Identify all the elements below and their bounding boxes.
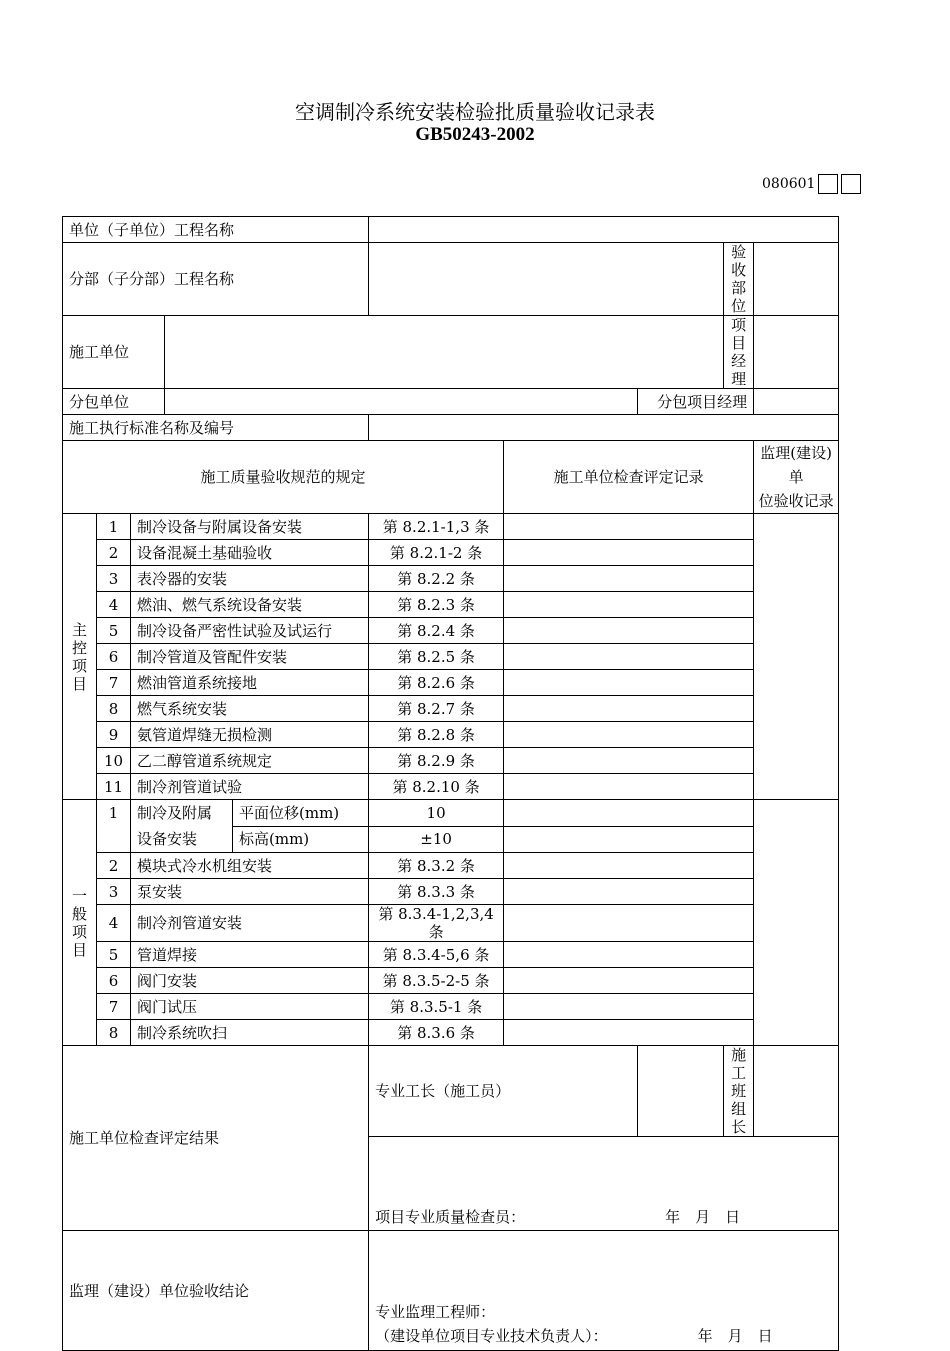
item-no: 7 xyxy=(97,670,131,696)
item-name: 制冷系统吹扫 xyxy=(131,1020,369,1046)
sub-item-value: ±10 xyxy=(369,826,504,853)
item-record-field[interactable] xyxy=(504,853,754,879)
item-clause: 第 8.3.3 条 xyxy=(369,879,504,905)
team-leader-field[interactable] xyxy=(754,1046,839,1137)
item-clause: 第 8.2.3 条 xyxy=(369,592,504,618)
item-name: 燃油、燃气系统设备安装 xyxy=(131,592,369,618)
item-clause: 第 8.2.4 条 xyxy=(369,618,504,644)
general-char-1: 一 xyxy=(71,886,87,905)
form-code-text: 080601 xyxy=(762,176,816,192)
supervision-record-header xyxy=(754,441,839,514)
item-no: 7 xyxy=(97,994,131,1020)
result-date: 年 月 日 xyxy=(665,1208,741,1226)
foreman-label: 专业工长（施工员） xyxy=(369,1046,638,1137)
item-record-field[interactable] xyxy=(504,994,754,1020)
item-no: 9 xyxy=(97,722,131,748)
item-no: 8 xyxy=(97,1020,131,1046)
item-record-field[interactable] xyxy=(504,879,754,905)
item-clause: 第 8.3.6 条 xyxy=(369,1020,504,1046)
item-no: 5 xyxy=(97,942,131,968)
supervision-header-line-2: 位验收记录 xyxy=(758,492,834,510)
item-clause: 第 8.2.7 条 xyxy=(369,696,504,722)
item-no: 3 xyxy=(97,566,131,592)
general-label xyxy=(63,800,97,1046)
construction-record-header: 施工单位检查评定记录 xyxy=(504,441,754,514)
item-record-field[interactable] xyxy=(504,722,754,748)
conclusion-date: 年 月 日 xyxy=(697,1327,773,1345)
general-char-2: 般 xyxy=(71,904,87,923)
item-clause: 第 8.3.4-5,6 条 xyxy=(369,942,504,968)
inspection-form xyxy=(62,216,839,1351)
equipment-name-line-1: 制冷及附属 xyxy=(137,804,213,822)
unit-project-field[interactable] xyxy=(369,217,839,243)
project-manager-label: 项目经理 xyxy=(724,316,754,389)
subcontract-manager-field[interactable] xyxy=(754,389,839,415)
item-name: 模块式冷水机组安装 xyxy=(131,853,369,879)
item-clause: 第 8.2.1-1,3 条 xyxy=(369,514,504,540)
item-name: 表冷器的安装 xyxy=(131,566,369,592)
project-manager-field[interactable] xyxy=(754,316,839,389)
construction-unit-field[interactable] xyxy=(165,316,724,389)
item-no: 4 xyxy=(97,905,131,942)
item-no: 4 xyxy=(97,592,131,618)
item-name: 设备混凝土基础验收 xyxy=(131,540,369,566)
item-record-field[interactable] xyxy=(504,644,754,670)
item-name: 制冷剂管道试验 xyxy=(131,774,369,800)
sub-item-name: 平面位移(mm) xyxy=(233,800,369,827)
item-no: 11 xyxy=(97,774,131,800)
main-control-char-3: 项 xyxy=(71,656,87,675)
item-name: 燃气系统安装 xyxy=(131,696,369,722)
item-no: 5 xyxy=(97,618,131,644)
equipment-name-line-2: 设备安装 xyxy=(137,830,198,848)
item-clause: 第 8.3.4-1,2,3,4 条 xyxy=(369,905,504,942)
item-name: 乙二醇管道系统规定 xyxy=(131,748,369,774)
item-name: 制冷剂管道安装 xyxy=(131,905,369,942)
item-clause: 第 8.2.6 条 xyxy=(369,670,504,696)
item-record-field[interactable] xyxy=(504,748,754,774)
item-name: 制冷管道及管配件安装 xyxy=(131,644,369,670)
result-signature-area[interactable] xyxy=(369,1137,839,1231)
item-name: 制冷设备与附属设备安装 xyxy=(131,514,369,540)
item-record-field[interactable] xyxy=(504,696,754,722)
main-control-label xyxy=(63,514,97,800)
item-no: 2 xyxy=(97,853,131,879)
main-control-char-4: 目 xyxy=(71,674,87,693)
sub-project-field[interactable] xyxy=(369,243,724,316)
team-leader-label: 施工班组长 xyxy=(724,1046,754,1137)
general-char-4: 目 xyxy=(71,940,87,959)
main-control-char-2: 控 xyxy=(71,638,87,657)
item-clause: 第 8.2.1-2 条 xyxy=(369,540,504,566)
standard-code: GB50243-2002 xyxy=(415,124,535,145)
acceptance-part-field[interactable] xyxy=(754,243,839,316)
item-record-field[interactable] xyxy=(504,540,754,566)
acceptance-part-label: 验收部位 xyxy=(724,243,754,316)
form-code xyxy=(762,174,861,194)
item-no: 10 xyxy=(97,748,131,774)
subcontract-unit-label: 分包单位 xyxy=(63,389,165,415)
item-record-field[interactable] xyxy=(504,670,754,696)
sub-item-name: 标高(mm) xyxy=(233,826,369,853)
item-no: 6 xyxy=(97,968,131,994)
standard-name-label: 施工执行标准名称及编号 xyxy=(63,415,369,441)
general-supervision-field[interactable] xyxy=(754,800,839,1046)
subcontract-unit-field[interactable] xyxy=(165,389,638,415)
unit-project-label: 单位（子单位）工程名称 xyxy=(63,217,369,243)
code-box-2[interactable] xyxy=(841,174,861,194)
item-name: 泵安装 xyxy=(131,879,369,905)
item-no: 1 xyxy=(97,514,131,540)
form-title: 空调制冷系统安装检验批质量验收记录表 xyxy=(295,100,655,124)
code-box-1[interactable] xyxy=(818,174,838,194)
item-no: 3 xyxy=(97,879,131,905)
item-name: 阀门安装 xyxy=(131,968,369,994)
foreman-field[interactable] xyxy=(638,1046,724,1137)
conclusion-signature-area[interactable] xyxy=(369,1231,839,1351)
item-name: 管道焊接 xyxy=(131,942,369,968)
engineer-label: 专业监理工程师： xyxy=(375,1303,496,1321)
item-name: 阀门试压 xyxy=(131,994,369,1020)
result-label: 施工单位检查评定结果 xyxy=(63,1046,369,1231)
item-name: 氨管道焊缝无损检测 xyxy=(131,722,369,748)
item-record-field[interactable] xyxy=(504,618,754,644)
item-clause: 第 8.3.2 条 xyxy=(369,853,504,879)
item-name: 燃油管道系统接地 xyxy=(131,670,369,696)
item-record-field[interactable] xyxy=(504,968,754,994)
item-clause: 第 8.2.9 条 xyxy=(369,748,504,774)
item-no: 8 xyxy=(97,696,131,722)
item-no: 1 xyxy=(97,800,131,853)
item-record-field[interactable] xyxy=(504,942,754,968)
item-clause: 第 8.2.5 条 xyxy=(369,644,504,670)
main-control-char-1: 主 xyxy=(71,620,87,639)
item-clause: 第 8.2.10 条 xyxy=(369,774,504,800)
subcontract-manager-label: 分包项目经理 xyxy=(638,389,754,415)
item-no: 6 xyxy=(97,644,131,670)
tech-lead-label: （建设单位项目专业技术负责人）： xyxy=(375,1327,608,1345)
item-record-field[interactable] xyxy=(504,826,754,853)
main-control-supervision-field[interactable] xyxy=(754,514,839,800)
sub-item-value: 10 xyxy=(369,800,504,827)
construction-unit-label: 施工单位 xyxy=(63,316,165,389)
item-record-field[interactable] xyxy=(504,566,754,592)
item-clause: 第 8.3.5-1 条 xyxy=(369,994,504,1020)
item-name: 制冷设备严密性试验及试运行 xyxy=(131,618,369,644)
general-char-3: 项 xyxy=(71,922,87,941)
item-record-field[interactable] xyxy=(504,514,754,540)
item-record-field[interactable] xyxy=(504,905,754,942)
sub-project-label: 分部（子分部）工程名称 xyxy=(63,243,369,316)
inspector-label: 项目专业质量检查员： xyxy=(375,1208,526,1226)
spec-column-header: 施工质量验收规范的规定 xyxy=(63,441,504,514)
item-record-field[interactable] xyxy=(504,774,754,800)
standard-name-field[interactable] xyxy=(369,415,839,441)
conclusion-label: 监理（建设）单位验收结论 xyxy=(63,1231,369,1351)
item-record-field[interactable] xyxy=(504,592,754,618)
item-clause: 第 8.3.5-2-5 条 xyxy=(369,968,504,994)
item-no: 2 xyxy=(97,540,131,566)
item-clause: 第 8.2.2 条 xyxy=(369,566,504,592)
item-name-equipment xyxy=(131,800,233,853)
item-record-field[interactable] xyxy=(504,800,754,827)
item-record-field[interactable] xyxy=(504,1020,754,1046)
supervision-header-line-1: 监理(建设)单 xyxy=(760,444,832,486)
item-clause: 第 8.2.8 条 xyxy=(369,722,504,748)
